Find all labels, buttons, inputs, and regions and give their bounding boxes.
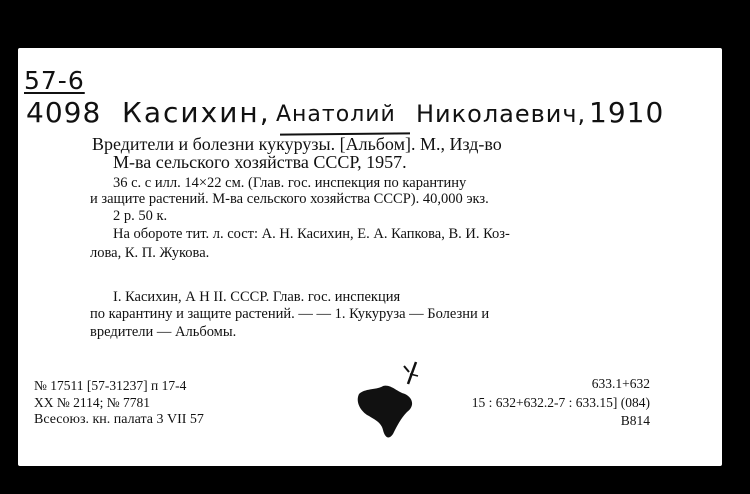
description-line: и защите растений. М-ва сельского хозяйства СССР). 40,000 экз.: [90, 191, 489, 207]
description-line: лова, К. П. Жукова.: [90, 245, 210, 261]
description-line: 2 р. 50 к.: [113, 208, 168, 224]
author-mark: В814: [620, 413, 650, 428]
ink-blot-icon: [353, 384, 417, 440]
author-birth-year: 1910: [589, 96, 665, 129]
classification-udc-detail: 15 : 632+632.2-7 : 633.15] (084): [471, 395, 650, 410]
registration-number: № 17511 [57-31237] п 17-4: [34, 378, 187, 393]
title-line-1: Вредители и болезни кукурузы. [Альбом]. М., Изд-во: [92, 134, 502, 154]
chamber-imprint: Всесоюз. кн. палата 3 VII 57: [34, 412, 204, 427]
author-patronymic: Николаевич,: [416, 100, 587, 128]
title-line-2: М-ва сельского хозяйства СССР, 1957.: [113, 152, 407, 172]
added-entry-line: по карантину и защите растений. — — 1. Кукуруза — Болезни и: [90, 306, 490, 322]
shelf-mark: 57-6: [24, 66, 85, 95]
author-surname: Касихин,: [122, 96, 271, 129]
catalog-card: [18, 48, 722, 466]
registration-number-2: XX № 2114; № 7781: [34, 395, 151, 410]
check-mark-icon: [400, 360, 430, 386]
card-number: 4098: [26, 96, 102, 129]
description-line: 36 с. с илл. 14×22 см. (Глав. гос. инспекция по карантину: [113, 175, 467, 191]
author-first-name: Анатолий: [276, 102, 396, 127]
description-line: На обороте тит. л. сост: А. Н. Касихин, Е. А. Капкова, В. И. Коз-: [113, 226, 510, 242]
added-entry-line: I. Касихин, А Н II. СССР. Глав. гос. инспекция: [113, 289, 401, 305]
handwritten-heading: [18, 96, 668, 134]
added-entry-line: вредители — Альбомы.: [90, 324, 237, 340]
classification-udc: 633.1+632: [591, 376, 650, 391]
